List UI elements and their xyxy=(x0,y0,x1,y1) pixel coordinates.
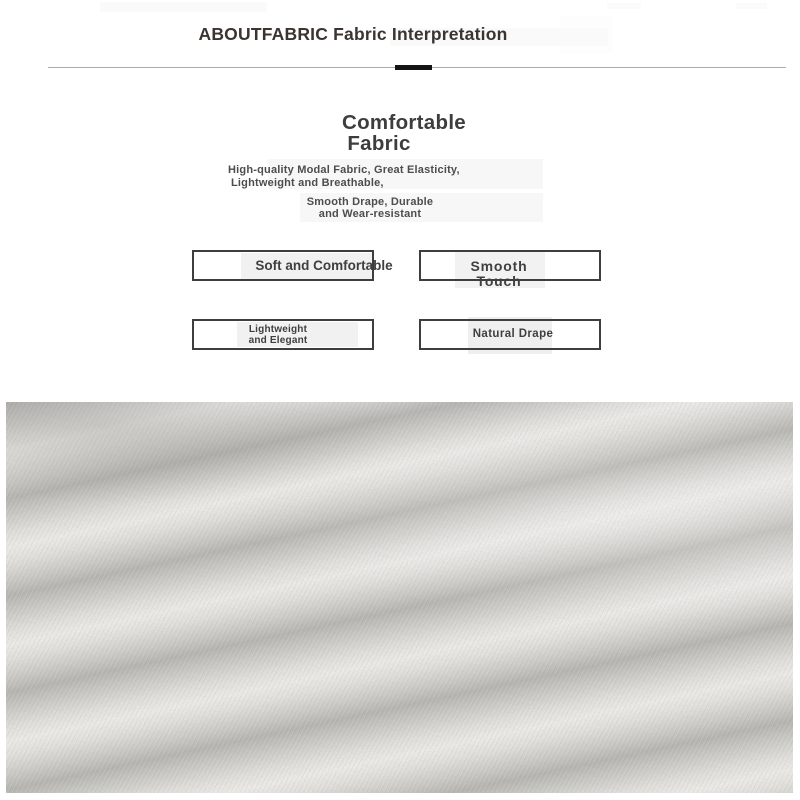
divider-accent-bar xyxy=(395,65,432,70)
feature-box-natural-drape xyxy=(419,319,601,350)
fabric-texture-photo xyxy=(6,402,793,793)
section-title: ABOUTFABRIC Fabric Interpretation xyxy=(198,24,508,44)
feature-label: Natural Drape xyxy=(472,328,554,340)
description-line: Smooth Drape, Durable xyxy=(306,196,434,208)
feature-box-smooth-touch xyxy=(419,250,601,289)
fabric-heading-line1: Comfortable xyxy=(341,111,467,134)
whiteout-artifact xyxy=(607,3,641,9)
fabric-description-block1 xyxy=(228,164,460,189)
feature-label xyxy=(410,259,588,289)
feature-box-soft-and-comfortable xyxy=(192,250,393,281)
fabric-heading xyxy=(254,112,554,154)
feature-label xyxy=(189,324,367,346)
feature-label-line: and Elegant xyxy=(248,335,308,346)
description-line: High-quality Modal Fabric, Great Elasticity, xyxy=(228,164,460,176)
feature-label: Soft and Comfortable xyxy=(255,258,393,273)
feature-label-line: Touch xyxy=(476,273,522,289)
fabric-description-block2 xyxy=(270,196,470,220)
feature-box-lightweight-and-elegant xyxy=(192,319,374,350)
feature-label-line: Lightweight xyxy=(248,324,308,335)
whiteout-artifact xyxy=(100,2,267,12)
feature-label-line: Smooth xyxy=(470,258,528,274)
description-line: and Wear-resistant xyxy=(318,208,422,220)
divider-line xyxy=(48,67,786,68)
whiteout-artifact xyxy=(736,3,767,9)
description-line: Lightweight and Breathable, xyxy=(231,176,384,189)
fabric-heading-line2: Fabric xyxy=(347,132,411,155)
fabric-noise-texture xyxy=(6,402,793,793)
